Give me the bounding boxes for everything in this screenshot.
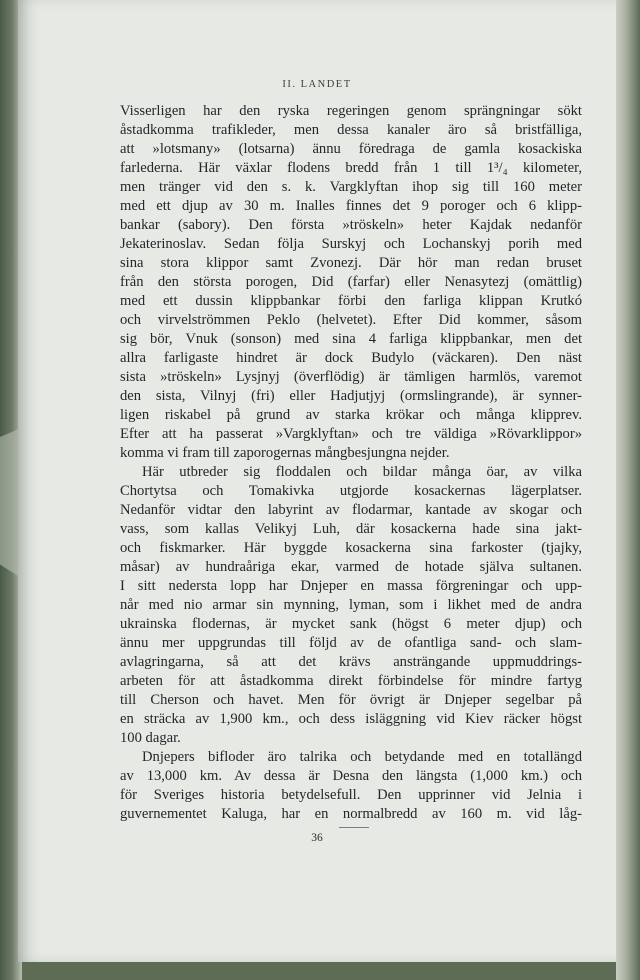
text-line: Efter att ha passerat »Vargklyftan» och tre väldiga »Rövarklippor» (120, 426, 582, 442)
text-line: åstadkomma trafikleder, men dessa kanaler äro så bristfälliga, (120, 122, 582, 138)
text-line: ännu mer uppgrundas till följd av de ofantliga sand- och slam- (120, 635, 582, 651)
text-line: guvernementet Kaluga, har en normalbredd av 160 m. vid låg- (120, 806, 582, 822)
text-line: Visserligen har den ryska regeringen genom sprängningar sökt (120, 103, 582, 119)
text-line: den sista, Vilnyj (fri) eller Hadjutjyj (ormslingrande), är synner- (120, 388, 582, 404)
text-line: 100 dagar. (120, 730, 181, 746)
text-line: ukrainska flodernas, är mycket sank (högst 6 meter djup) och (120, 616, 582, 632)
text-line: vass, som kallas Velikyj Luh, där kosackerna hade sina jakt- (120, 521, 582, 537)
folio-rule (339, 827, 369, 828)
text-line: Chortytsa och Tomakivka utgjorde kosackernas lägerplatser. (120, 483, 582, 499)
text-line: sista »tröskeln» Lysjnyj (överflödig) är tämligen harmlös, varemot (120, 369, 582, 385)
text-line: sig bör, Vnuk (sonson) med sina 4 farliga klippbankar, men det (120, 331, 582, 347)
text-line: Nedanför vidtar den labyrint av flodarmar, kantade av skogar och (120, 502, 582, 518)
text-line: till Cherson och havet. Men för övrigt är Dnjeper segelbar på (120, 692, 582, 708)
page-edge (616, 0, 640, 980)
text-line: måsar) av hundraåriga ekar, varmed de hotade själva sultanen. (120, 559, 582, 575)
running-header: II. LANDET (282, 79, 352, 90)
text-line: med ett djup av 30 m. Inalles finnes det 9 poroger och 6 klipp- (120, 198, 582, 214)
text-line: med ett dussin klippbankar förbi den farliga klippan Krutkó (120, 293, 582, 309)
body-text (120, 102, 582, 824)
text-line: en sträcka av 1,900 km., och dess isläggning vid Kiev räcker högst (120, 711, 582, 727)
text-line: arbeten för att åstadkomma direkt förbindelse för mindre fartyg (120, 673, 582, 689)
text-line: att »lotsmany» (lotsarna) ännu föredraga de gamla kosackiska (120, 141, 582, 157)
text-line: når med nio armar sin mynning, lyman, som i likhet med de andra (120, 597, 582, 613)
text-line: Jekaterinoslav. Sedan följa Surskyj och Lochanskyj porih med (120, 236, 582, 252)
text-line: komma vi fram till zaporogernas mångbesjungna nejder. (120, 445, 450, 461)
text-line: för Sveriges historia betydelsefull. Den upprinner vid Jelnia i (120, 787, 582, 803)
text-line: I sitt nedersta lopp har Dnjeper en massa förgreningar och upp- (120, 578, 582, 594)
text-line: Dnjepers bifloder äro talrika och betydande med en totallängd (142, 749, 582, 765)
text-line: och virvelströmmen Peklo (helvetet). Efter Did kommer, såsom (120, 312, 582, 328)
text-line: men tränger vid den s. k. Vargklyftan ihop sig till 160 meter (120, 179, 582, 195)
text-line: Här utbreder sig floddalen och bildar många öar, av vilka (142, 464, 582, 480)
page-number: 36 (311, 832, 323, 844)
text-line: av 13,000 km. Av dessa är Desna den längsta (1,000 km.) och (120, 768, 582, 784)
text-line: bankar (sabory). Den första »tröskeln» heter Kajdak nedanför (120, 217, 582, 233)
text-line: och fiskmarker. Här byggde kosackerna sina farkoster (tjajky, (120, 540, 582, 556)
text-line: från den största porogen, Did (farfar) eller Nenasytezj (omättlig) (120, 274, 582, 290)
text-line: avlagringarna, så att det krävs ansträngande uppmuddrings- (120, 654, 582, 670)
text-line: ligen riskabel på grund av starka krökar och många klipprev. (120, 407, 582, 423)
text-line: allra farligaste hindret är dock Budylo (väckaren). Den näst (120, 350, 582, 366)
text-line: sina stora klippor samt Zvonezj. Där hör man redan bruset (120, 255, 582, 271)
book-page (18, 0, 616, 962)
text-line: farlederna. Här växlar flodens bredd från 1 till 1³/₄ kilometer, (120, 160, 582, 176)
